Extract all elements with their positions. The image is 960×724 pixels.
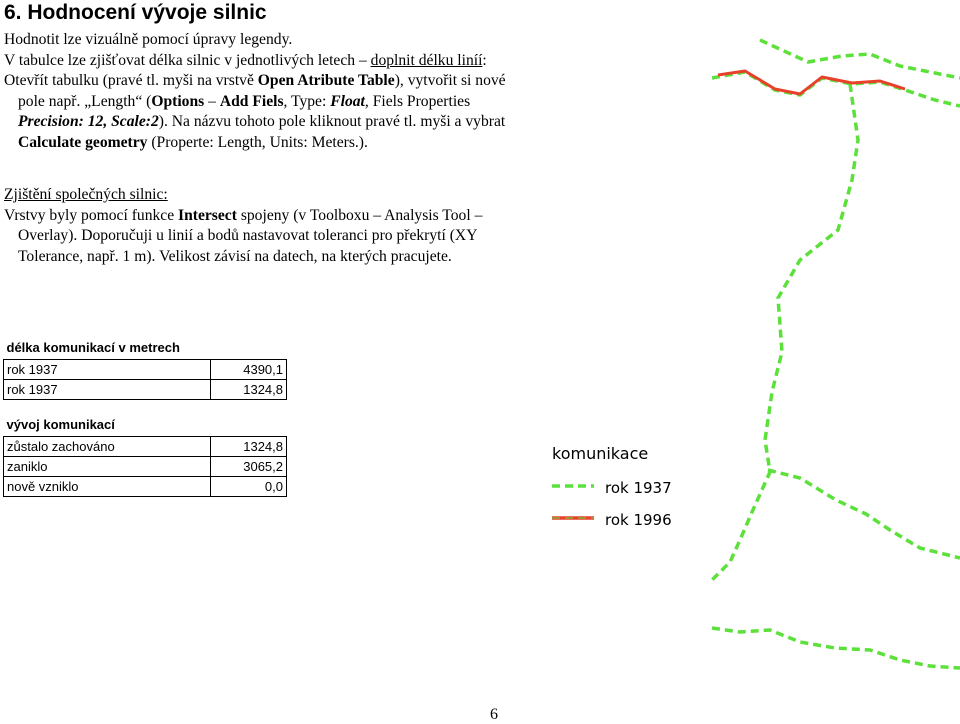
row-value: 0,0: [211, 477, 287, 497]
road-1996-segment: [718, 71, 905, 94]
roads-1937: [712, 40, 960, 668]
page-heading: 6. Hodnocení vývoje silnic: [4, 1, 267, 24]
road-development-table-title: vývoj komunikací: [6, 417, 115, 432]
road-length-table-title: délka komunikací v metrech: [6, 340, 180, 355]
instr-text-1: Otevřít tabulku (pravé tl. myši na vrstvě: [4, 72, 258, 89]
road-1937-main: [712, 72, 960, 106]
instr-calculate-geometry: Calculate geometry: [18, 133, 148, 151]
instr-open-attribute-table: Open Atribute Table: [257, 72, 395, 89]
instr-text-6: (Properte: Length, Units: Meters.).: [147, 133, 368, 151]
instr-add-fiels: Add Fiels: [219, 92, 284, 110]
instr-dash: –: [204, 92, 220, 110]
map-legend: [552, 444, 672, 529]
roads-1996: [718, 71, 905, 94]
legend-title: komunikace: [552, 444, 649, 463]
row-label: rok 1937: [4, 380, 211, 400]
common-roads-title: Zjištění společných silnic:: [4, 186, 168, 203]
common-text-1: Vrstvy byly pomocí funkce: [4, 206, 179, 224]
row-label: zůstalo zachováno: [4, 437, 211, 457]
instr-text-4: , Fiels Properties: [364, 92, 471, 110]
instr-options: Options: [151, 92, 205, 110]
row-value: 3065,2: [211, 457, 287, 477]
row-value: 1324,8: [211, 437, 287, 457]
row-label: zaniklo: [4, 457, 211, 477]
instr-text-3: , Type:: [283, 92, 331, 110]
legend-label-1996: rok 1996: [605, 511, 672, 529]
common-text-2: spojeny (v Toolboxu – Analysis Tool – Overlay). Doporučuji u linií a bodů nastavovat toleranci pro překrytí (XY Tolerance, např. 1 m). Velikost závisí na datech, na kterých pracujete.: [18, 206, 483, 265]
intro-line-2-colon: :: [482, 51, 487, 69]
row-label: rok 1937: [4, 360, 211, 380]
common-intersect: Intersect: [178, 206, 237, 224]
intro-line-1: Hodnotit lze vizuálně pomocí úpravy legendy.: [4, 31, 293, 48]
road-1937-top-branch: [760, 40, 960, 78]
row-label: nově vzniklo: [4, 477, 211, 497]
page-number: 6: [490, 706, 498, 723]
road-1937-bottom: [712, 628, 960, 668]
instr-precision-scale: Precision: 12, Scale:2: [18, 113, 159, 130]
legend-label-1937: rok 1937: [605, 479, 672, 497]
road-1937-south: [712, 84, 858, 580]
instr-text-5: ). Na názvu tohoto pole kliknout pravé tl. myši a vybrat: [158, 113, 506, 130]
road-1937-east: [768, 470, 960, 558]
row-value: 4390,1: [211, 360, 287, 380]
row-value: 1324,8: [211, 380, 287, 400]
instr-text-2: ), vytvořit si nové pole např. „Length“ (: [18, 72, 506, 110]
intro-line-2-text: V tabulce lze zjišťovat délka silnic v jednotlivých letech –: [4, 51, 371, 69]
intro-link-fill-length: doplnit délku liníí: [370, 51, 483, 69]
instr-float: Float: [330, 92, 365, 110]
